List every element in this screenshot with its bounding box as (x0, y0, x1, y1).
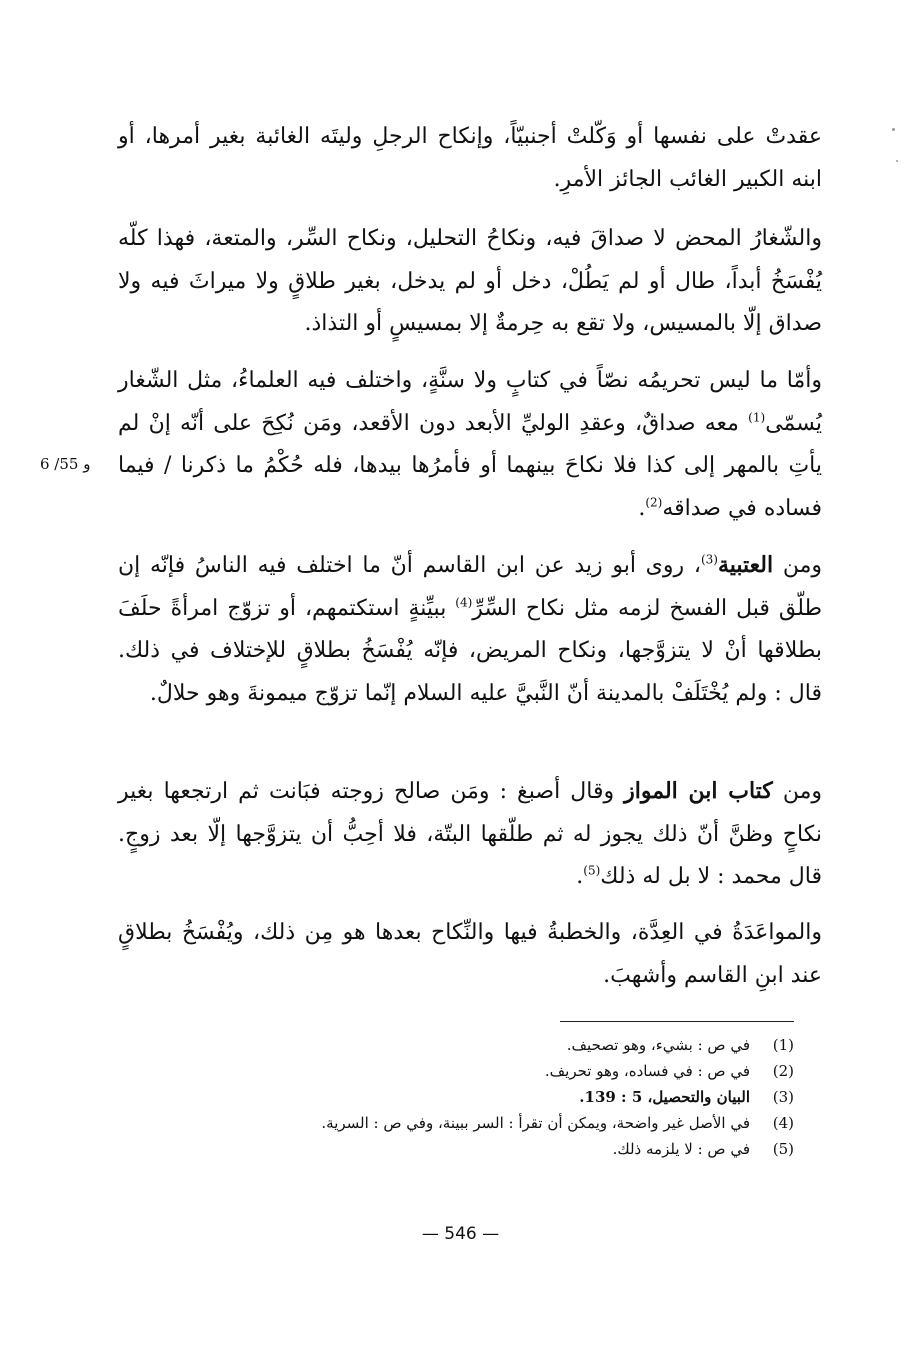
paragraph-6 (118, 912, 822, 997)
paragraph-4 (118, 544, 822, 715)
footnote-item (250, 1084, 794, 1110)
footnote-number: (4) (772, 1114, 794, 1132)
footnote-item (250, 1136, 794, 1162)
p5-text-b: وقال أصبغ : ومَن صالح زوجته فبَانت ثم ارتجعها بغير نكاحٍ وظنَّ أنّ ذلك يجوز له ثم طلّقها البتّة، فلا أحِبُّ أن يتزوَّجها إلّا بعد زوجٍ. قال محمد : لا بل له ذلك (118, 779, 822, 889)
footnote-separator (560, 1021, 794, 1022)
footnote-item (250, 1032, 794, 1058)
footnote-number: (5) (772, 1140, 794, 1158)
scan-speck (896, 160, 898, 162)
paragraph-1 (118, 116, 822, 201)
footnote-text: البيان والتحصيل، 5 : 139. (579, 1088, 750, 1106)
footnote-ref-5: (5) (583, 863, 601, 878)
footnote-ref-4: (4) (455, 595, 473, 610)
paragraph-3 (118, 360, 822, 530)
footnote-number: (1) (772, 1036, 794, 1054)
paragraph-5 (118, 770, 822, 899)
footnote-text: في الأصل غير واضحة، ويمكن أن تقرأ : السر ببينة، وفي ص : السرية. (321, 1114, 750, 1132)
p3-text-a: وأمّا ما ليس تحريمُه نصّاً في كتابٍ ولا سنَّةٍ، واختلف فيه العلماءُ، مثل الشّغار يُسمّى (118, 368, 822, 436)
footnotes (250, 1032, 794, 1162)
paragraph-2 (118, 218, 822, 346)
footnote-item (250, 1058, 794, 1084)
footnote-ref-2: (2) (645, 495, 663, 510)
p4-book-title: العتبية (717, 552, 774, 578)
footnote-ref-1: (1) (748, 410, 766, 425)
p3-text-c: . (638, 495, 646, 521)
page-number: — 546 — (421, 1224, 500, 1244)
p4-text-c: ببيِّنةٍ استكتمهم، أو تزوّج امرأةً حلَفَ بطلاقها أنْ لا يتزوَّجها، ونكاح المريض، فإنّه يُفْسَخُ بطلاقٍ للإختلاف في ذلك. قال : ولم يُخْتَلَفْ بالمدينة أنّ النَّبيَّ عليه السلام إنّما تزوّج ميمونةَ وهو حلالٌ. (118, 595, 822, 706)
footnote-ref-3: (3) (700, 552, 718, 567)
footnote-item (250, 1110, 794, 1136)
footnote-text: في ص : بشيء، وهو تصحيف. (566, 1036, 750, 1054)
p5-text-a: ومن (772, 779, 823, 804)
footnote-text: في ص : لا يلزمه ذلك. (612, 1140, 750, 1158)
p5-text-c: . (576, 864, 584, 889)
footnote-number: (2) (772, 1062, 794, 1080)
p4-text-a: ومن (773, 553, 822, 578)
p5-book-title: كتاب ابن المواز (624, 778, 773, 804)
manuscript-folio-note: 6 /55 و (40, 455, 91, 473)
p2-text: والشّغارُ المحض لا صداقَ فيه، ونكاحُ التحليل، ونكاح السِّر، والمتعة، فهذا كلّه يُفْسَخُ أبداً، طال أو لم يَطُلْ، دخل أو لم يدخل، بغير طلاقٍ ولا ميراثَ فيه ولا صداق إلّا بالمسيس، ولا تقع به حِرمةٌ إلا بمسيسٍ أو التذاذ. (118, 226, 822, 336)
scan-speck (892, 128, 895, 131)
p4-text-b: ، روى أبو زيد عن ابن القاسم أنّ ما اختلف فيه الناسُ فإنّه إن طلّق قبل الفسخ لزمه مثل نكاح السِّرِّ (118, 553, 822, 621)
p1-text: عقدتْ على نفسها أو وَكّلتْ أجنبيّاً، وإنكاح الرجلِ وليتَه الغائبة بغير أمرها، أو ابنه الكبير الغائب الجائز الأمرِ. (118, 124, 822, 192)
footnote-text: في ص : في فساده، وهو تحريف. (544, 1062, 750, 1080)
footnote-number: (3) (772, 1088, 794, 1106)
p3-text-b: معه صداقٌ، وعقدِ الوليِّ الأبعد دون الأقعد، ومَن نُكِحَ على أنّه إنْ لم يأتِ بالمهر إلى كذا فلا نكاحَ بينهما أو فأمرُها بيدها، فله حُكْمُ ما ذكرنا / فيما فساده في صداقه (118, 410, 822, 521)
p6-text: والمواعَدَةُ في العِدَّة، والخطبةُ فيها والنِّكاح بعدها هو مِن ذلك، ويُفْسَخُ بطلاقٍ عند ابنِ القاسم وأشهبَ. (118, 920, 822, 988)
